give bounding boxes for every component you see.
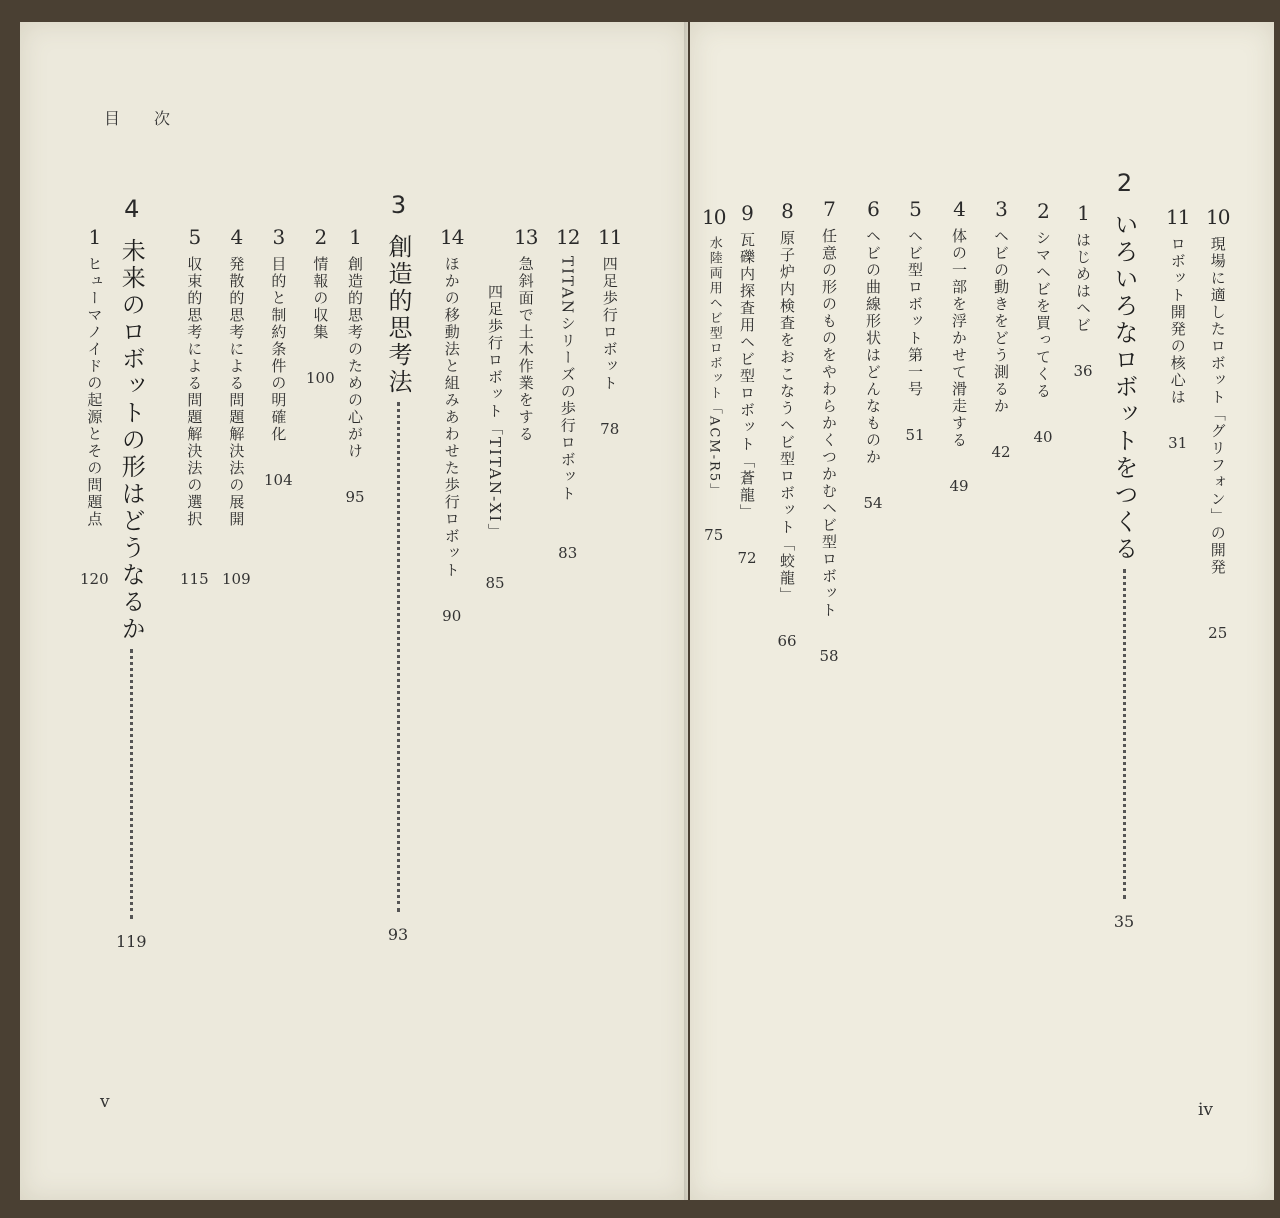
toc-entry-3-5 xyxy=(180,226,209,588)
entry-title: 水陸両用ヘビ型ロボット「ACM-R5」 xyxy=(706,236,722,499)
entry-number: 12 xyxy=(556,225,580,249)
entry-title-continued: 四足歩行ロボット「TITAN-XI」 xyxy=(486,284,504,541)
page-number: 119 xyxy=(116,932,147,951)
page-number: 104 xyxy=(264,471,293,489)
page-number: 49 xyxy=(949,477,969,495)
chapter-title: いろいろなロボットをつくる xyxy=(1110,212,1138,563)
toc-entry-2-13 xyxy=(514,226,537,443)
entry-number: 10 xyxy=(702,205,726,229)
page-number: 42 xyxy=(991,443,1011,461)
toc-entry-2-8 xyxy=(776,200,798,650)
toc-chapter-4 xyxy=(116,195,147,951)
page-number: 40 xyxy=(1033,428,1053,446)
entry-number: 3 xyxy=(995,197,1007,221)
page-number: 90 xyxy=(442,607,462,625)
entry-number: 2 xyxy=(1037,199,1049,223)
entry-title: 瓦礫内探査用ヘビ型ロボット「蒼龍」 xyxy=(738,232,756,521)
entry-title: TITANシリーズの歩行ロボット xyxy=(558,256,577,503)
toc-entry-2-12 xyxy=(556,226,579,562)
entry-title: ヘビ型ロボット第一号 xyxy=(906,228,924,398)
entry-title: ロボット開発の核心は xyxy=(1168,236,1187,406)
entry-title: ヒューマノイドの起源とその問題点 xyxy=(85,256,104,528)
toc-entry-2-14 xyxy=(440,226,463,625)
entry-title: 急斜面で土木作業をする xyxy=(516,256,535,443)
page-number: 83 xyxy=(558,544,578,563)
page-folio: iv xyxy=(1198,1100,1214,1120)
entry-title: 発散的思考による問題解決法の展開 xyxy=(227,256,246,528)
toc-entry-4-1 xyxy=(80,226,109,588)
toc-entry-2-9 xyxy=(736,202,758,567)
entry-number: 14 xyxy=(440,225,464,249)
chapter-number: 4 xyxy=(124,195,139,223)
page-number: 35 xyxy=(1113,912,1135,931)
dot-leader xyxy=(397,402,400,912)
entry-title: 体の一部を浮かせて滑走する xyxy=(950,228,968,449)
entry-number: 9 xyxy=(741,201,753,225)
page-number: 54 xyxy=(863,494,883,512)
toc-entry-2-7 xyxy=(818,198,840,665)
page-number: 93 xyxy=(387,925,409,944)
page-folio: v xyxy=(100,1092,110,1112)
entry-number: 6 xyxy=(867,197,879,221)
page-number: 72 xyxy=(737,549,757,567)
entry-title: 原子炉内検査をおこなうヘビ型ロボット「蛟龍」 xyxy=(778,230,796,604)
page-number: 66 xyxy=(777,632,797,650)
page-number: 115 xyxy=(180,570,209,588)
page-number: 75 xyxy=(704,526,724,545)
toc-entry-3-1 xyxy=(344,226,366,506)
entry-number: 5 xyxy=(909,197,921,221)
entry-number: 10 xyxy=(1206,205,1230,229)
entry-number: 4 xyxy=(953,197,965,221)
entry-title: ヘビの曲線形状はどんなものか xyxy=(864,228,882,466)
toc-entry-2-13-line2 xyxy=(484,284,506,592)
page-number: 36 xyxy=(1073,362,1093,380)
entry-title: 任意の形のものをやわらかくつかむヘビ型ロボット xyxy=(820,228,838,619)
entry-title: 四足歩行ロボット xyxy=(600,256,619,392)
toc-entry-2-5 xyxy=(904,198,926,444)
toc-entry-3-3 xyxy=(264,226,293,489)
entry-number: 11 xyxy=(598,225,622,249)
toc-entry-2-11 xyxy=(598,226,621,438)
page-number: 25 xyxy=(1208,624,1228,642)
toc-entry-3-4 xyxy=(222,226,251,588)
entry-title: 情報の収集 xyxy=(311,256,330,341)
page-number: 31 xyxy=(1168,434,1188,452)
page-number: 100 xyxy=(306,369,335,387)
entry-title: はじめはヘビ xyxy=(1074,232,1092,334)
toc-chapter-2 xyxy=(1110,169,1138,931)
entry-title: ヘビの動きをどう測るか xyxy=(992,228,1010,415)
entry-title: 目的と制約条件の明確化 xyxy=(269,256,288,443)
dot-leader xyxy=(1123,569,1126,899)
entry-title: シマヘビを買ってくる xyxy=(1034,230,1052,400)
page-number: 120 xyxy=(80,570,109,588)
toc-entry-3-2 xyxy=(306,226,335,387)
entry-number: 7 xyxy=(823,197,835,221)
toc-entry-1-10 xyxy=(1206,206,1229,642)
entry-number: 3 xyxy=(272,225,285,249)
page-number: 109 xyxy=(222,570,251,588)
toc-entry-2-1 xyxy=(1072,202,1094,380)
page-number: 85 xyxy=(485,574,505,593)
toc-entry-2-4 xyxy=(948,198,970,495)
page-header: 目次 xyxy=(104,109,205,128)
page-number: 95 xyxy=(345,488,365,506)
chapter-number: 3 xyxy=(390,191,406,219)
entry-title: 収束的思考による問題解決法の選択 xyxy=(185,256,204,528)
entry-number: 1 xyxy=(349,225,361,249)
toc-entry-2-10 xyxy=(702,206,725,544)
chapter-number: 2 xyxy=(1116,169,1132,197)
entry-number: 13 xyxy=(514,225,538,249)
entry-title: ほかの移動法と組みあわせた歩行ロボット xyxy=(442,256,461,579)
dot-leader xyxy=(130,649,133,919)
page-number: 51 xyxy=(905,426,925,444)
entry-number: 1 xyxy=(1077,201,1089,225)
entry-number: 5 xyxy=(188,225,201,249)
chapter-title: 未来のロボットの形はどうなるか xyxy=(117,238,146,643)
toc-entry-2-6 xyxy=(862,198,884,512)
toc-entry-2-2 xyxy=(1032,200,1054,446)
entry-number: 8 xyxy=(781,199,793,223)
page-number: 78 xyxy=(600,420,620,438)
entry-number: 2 xyxy=(314,225,327,249)
toc-chapter-3 xyxy=(384,191,412,944)
page-number: 58 xyxy=(819,647,839,665)
entry-title: 創造的思考のための心がけ xyxy=(346,256,364,460)
entry-number: 1 xyxy=(88,225,101,249)
entry-number: 11 xyxy=(1166,205,1190,229)
toc-entry-1-11 xyxy=(1166,206,1189,452)
toc-entry-2-3 xyxy=(990,198,1012,461)
entry-number: 4 xyxy=(230,225,243,249)
chapter-title: 創造的思考法 xyxy=(384,234,412,396)
entry-title: 現場に適したロボット「グリフォン」の開発 xyxy=(1208,236,1227,576)
